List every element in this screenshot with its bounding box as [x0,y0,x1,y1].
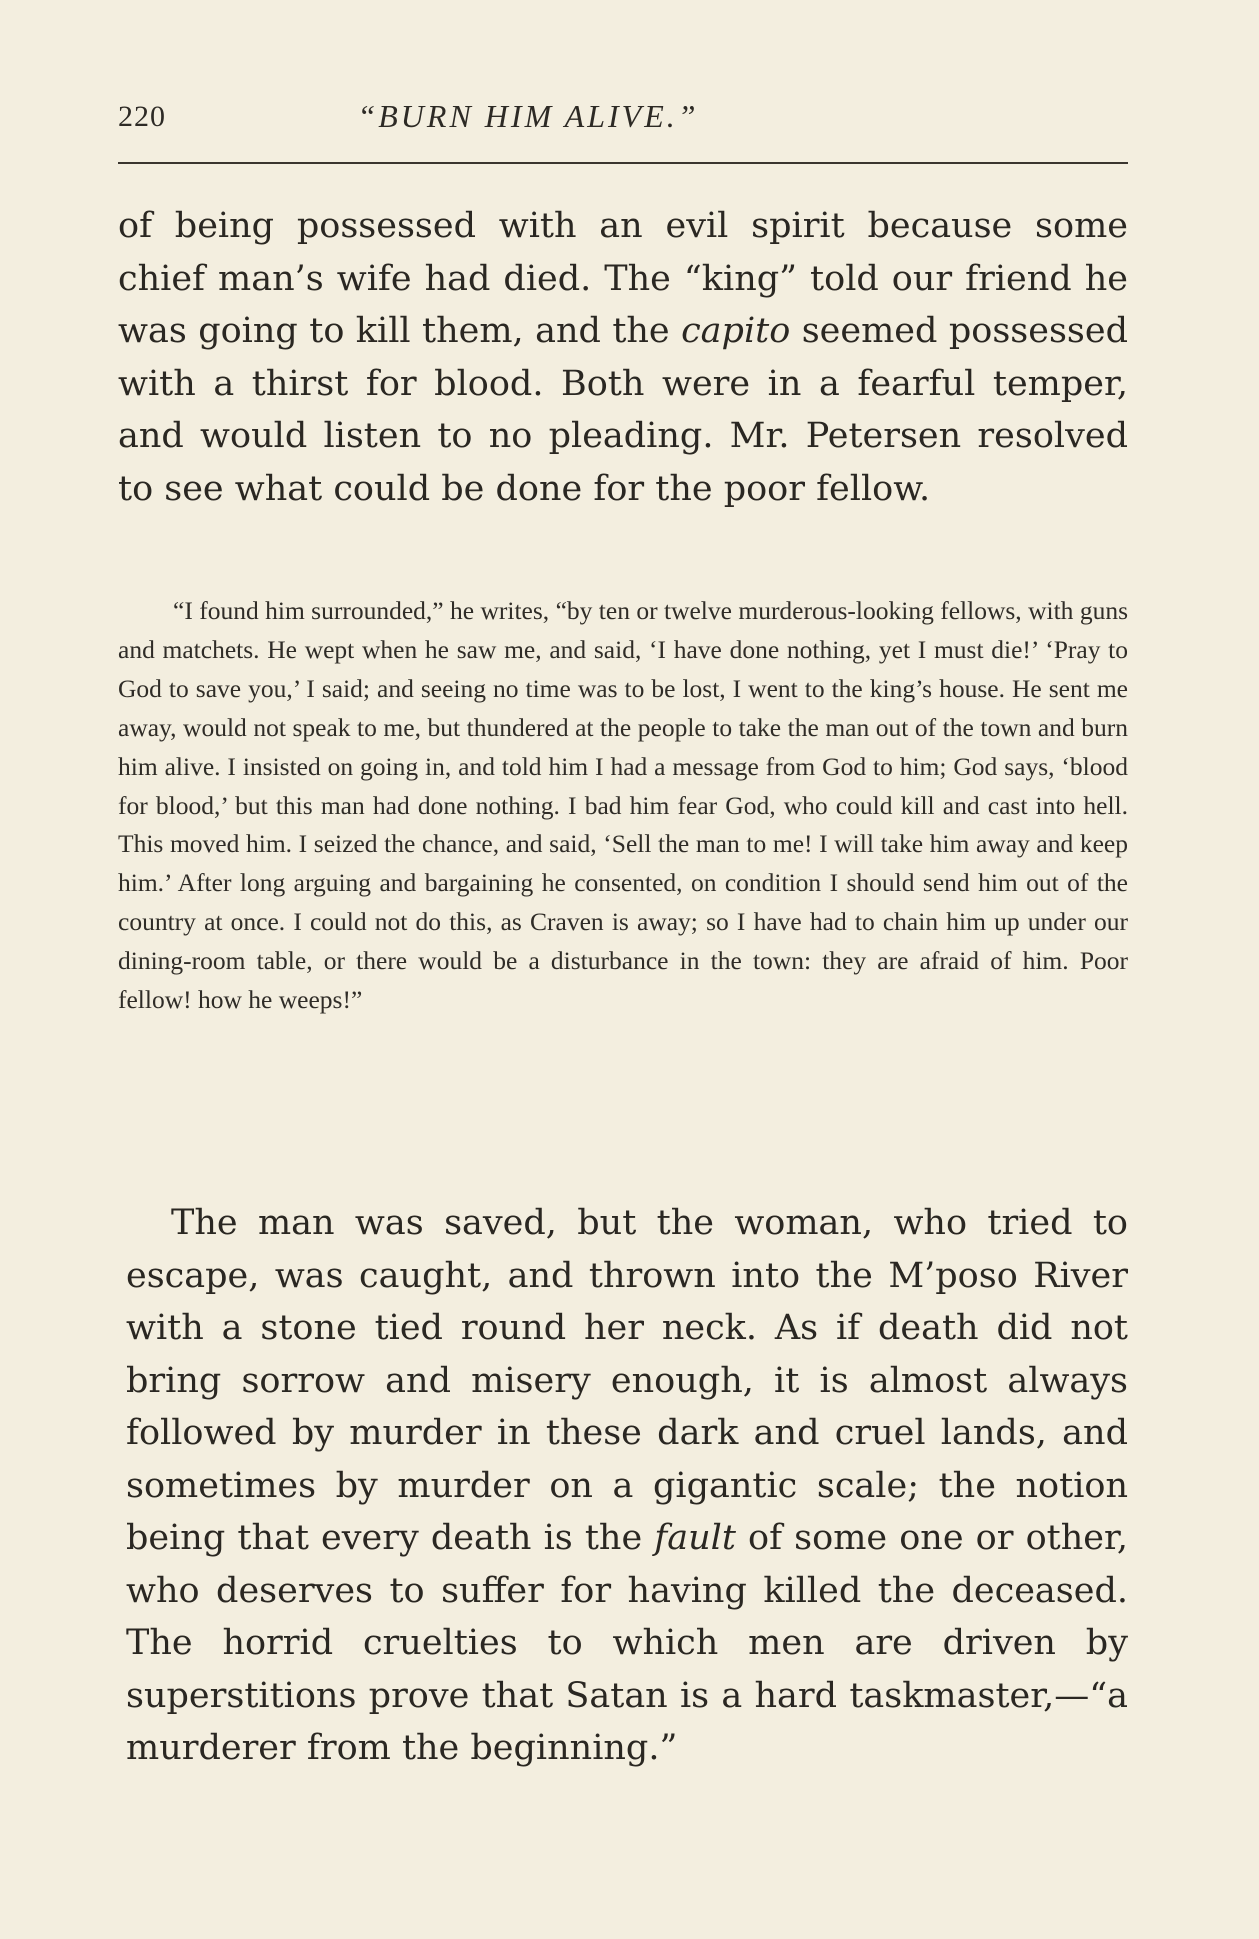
header-rule [118,162,1128,164]
page-number: 220 [118,100,166,133]
paragraph-2-italic-word: fault [654,1518,736,1558]
letter-quotation: “I found him surrounded,” he writes, “by ten or twelve murderous-looking fellows, with guns and matchets. He wept when he saw me, and said, ‘I have done nothing, yet I must die!’ ‘Pray to God to save you,’ I said; and seeing no time was to be lost, I went to the king’s house. He sent me away, would not speak to me, but thundered at the people to take the man out of the town and burn him alive. I insisted on going in, and told him I had a message from God to him; God says, ‘blood for blood,’ but this man had done nothing. I bad him fear God, who could kill and cast into hell. This moved him. I seized the chance, and said, ‘Sell the man to me! I will take him away and keep him.’ After long arguing and bargaining he consented, on condition I should send him out of the country at once. I could not do this, as Craven is away; so I have had to chain him up under our dining-room table, or there would be a disturbance in the town: they are afraid of him. Poor fellow! how he weeps!” [118,596,1128,1015]
paragraph-2-text-start: The man was saved, but the woman, who tried to escape, was caught, and thrown into the M’poso River with a stone tied round her neck. As if death did not bring sorrow and misery enough, it is almost always followed by murder in these dark and cruel lands, and sometimes by murder on a gigantic scale; the notion being that every death is the [126,1203,1128,1558]
paragraph-2 [126,1197,1128,1775]
paragraph-1-text-end: seemed possessed with a thirst for blood. Both were in a fearful temper, and would listen to no pleading. Mr. Petersen resolved to see what could be done for the poor fellow. [118,311,1128,509]
paragraph-2-text-end: of some one or other, who deserves to suffer for having killed the deceased. The horrid cruelties to which men are driven by superstitions prove that Satan is a hard taskmaster,—“a murderer from the beginning.” [126,1518,1128,1768]
paragraph-1 [118,200,1128,515]
paragraph-1-text-start: of being possessed with an evil spirit because some chief man’s wife had died. The “king” told our friend he was going to kill them, and the [118,206,1128,351]
paragraph-1-italic-word: capito [681,311,791,351]
page-header [118,96,1128,146]
running-title: “BURN HIM ALIVE.” [357,98,699,134]
